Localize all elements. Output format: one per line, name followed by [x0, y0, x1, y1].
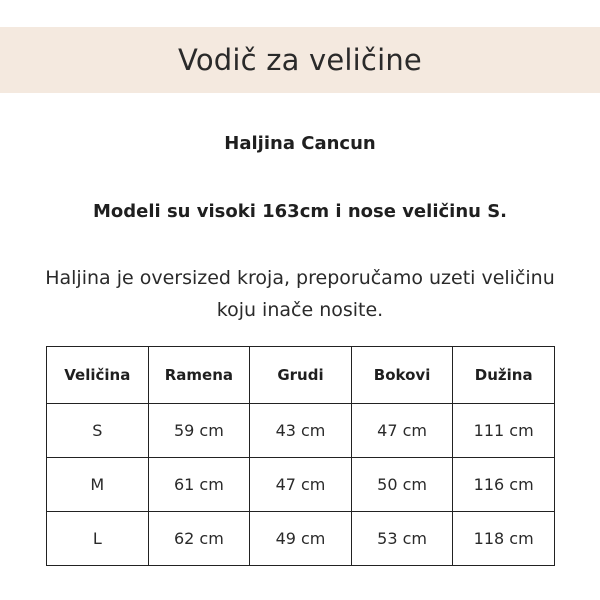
table-cell-chest: 43 cm [250, 404, 352, 458]
table-cell-length: 111 cm [453, 404, 555, 458]
table-cell-size: S [47, 404, 149, 458]
table-cell-hips: 50 cm [351, 458, 453, 512]
table-cell-shoulders: 59 cm [148, 404, 250, 458]
page-title: Vodič za veličine [178, 43, 422, 77]
column-header-size: Veličina [47, 347, 149, 404]
table-cell-chest: 47 cm [250, 458, 352, 512]
table-cell-size: M [47, 458, 149, 512]
table-header-row [47, 347, 555, 404]
table-cell-hips: 53 cm [351, 512, 453, 566]
column-header-hips: Bokovi [351, 347, 453, 404]
fit-note: Haljina je oversized kroja, preporučamo uzeti veličinu koju inače nosite. [45, 267, 555, 321]
column-header-chest: Grudi [250, 347, 352, 404]
table-cell-hips: 47 cm [351, 404, 453, 458]
table-cell-size: L [47, 512, 149, 566]
table-cell-length: 116 cm [453, 458, 555, 512]
column-header-shoulders: Ramena [148, 347, 250, 404]
column-header-length: Dužina [453, 347, 555, 404]
table-row [47, 404, 555, 458]
product-name: Haljina Cancun [224, 133, 376, 154]
table-cell-length: 118 cm [453, 512, 555, 566]
model-note: Modeli su visoki 163cm i nose veličinu S. [92, 201, 508, 222]
size-table [46, 346, 555, 566]
header-band [0, 27, 600, 93]
table-cell-shoulders: 62 cm [148, 512, 250, 566]
table-cell-chest: 49 cm [250, 512, 352, 566]
table-cell-shoulders: 61 cm [148, 458, 250, 512]
table-row [47, 458, 555, 512]
table-row [47, 512, 555, 566]
